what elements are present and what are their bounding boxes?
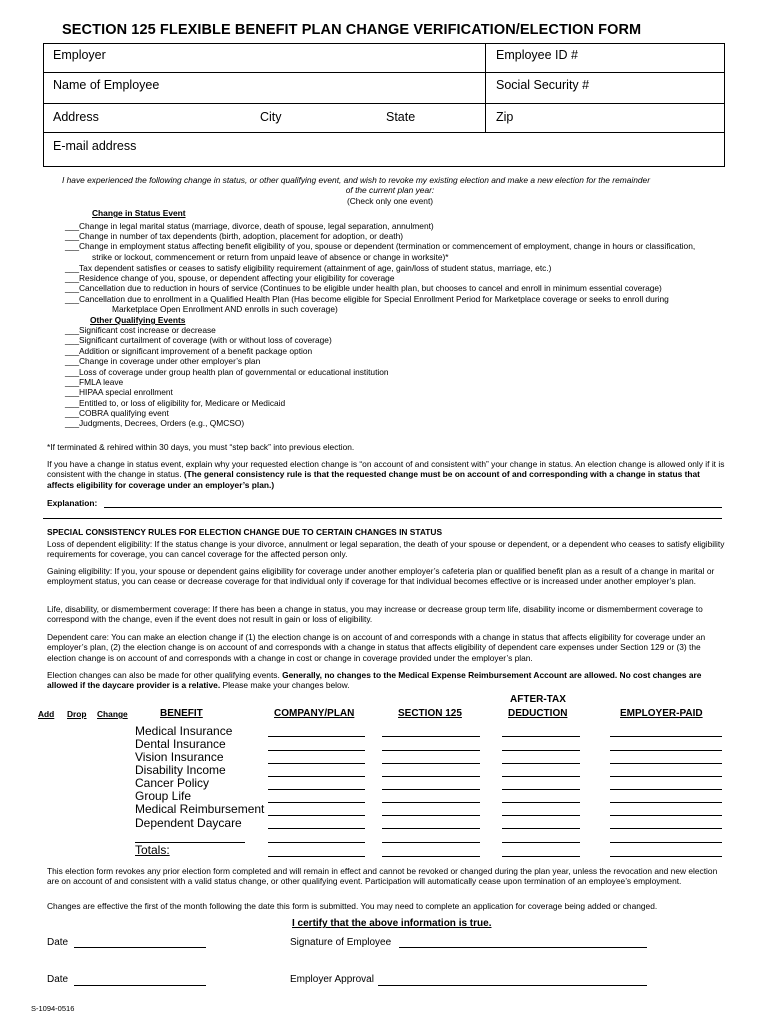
- date-input-2[interactable]: [74, 985, 206, 986]
- employee-info-box: [43, 43, 725, 167]
- election-paragraph: Election changes can also be made for other qualifying events. Generally, no changes to the Medical Expense Reimbursement Account are allowed. No cost changes are allowed if the daycare provider is a relative. Please make your changes below.: [47, 670, 702, 691]
- company-plan-entry-line[interactable]: [268, 802, 365, 803]
- zip-field[interactable]: Zip: [496, 110, 514, 124]
- employer-paid-entry-line[interactable]: [610, 776, 722, 777]
- employer-approval-label: Employer Approval: [290, 974, 374, 985]
- explanation-line[interactable]: [104, 507, 722, 508]
- employer-paid-entry-line[interactable]: [610, 750, 722, 751]
- status-change-paragraph: If you have a change in status event, explain why your requested election change is “on account of and consistent with” your change in status. An election change is allowed only if it is consistent with the change in status. (The general consistency rule is that the requested change must be on account of and corresponding with a change in status that affects eligibility for coverage under an employer’s plan.): [47, 459, 725, 490]
- aftertax-entry-line[interactable]: [502, 763, 580, 764]
- intro-line-3: (Check only one event): [346, 196, 434, 206]
- aftertax-entry-line[interactable]: [502, 776, 580, 777]
- intro-line-2: of the current plan year:: [345, 185, 435, 195]
- company-plan-entry-line[interactable]: [268, 815, 365, 816]
- benefit-dental: Dental Insurance: [135, 737, 226, 751]
- company-plan-entry-line[interactable]: [268, 763, 365, 764]
- page-title: SECTION 125 FLEXIBLE BENEFIT PLAN CHANGE VERIFICATION/ELECTION FORM: [62, 22, 642, 38]
- other-event-addition[interactable]: ___Addition or significant improvement of a benefit package option: [65, 346, 313, 356]
- benefit-medical: Medical Insurance: [135, 724, 233, 738]
- section-125-entry-line[interactable]: [382, 815, 480, 816]
- benefit-group-life: Group Life: [135, 789, 192, 803]
- terminated-note: *If terminated & rehired within 30 days, you must “step back” into previous election.: [47, 442, 355, 452]
- other-event-loss-coverage[interactable]: ___Loss of coverage under group health plan of governmental or educational institution: [65, 367, 389, 377]
- date-input-1[interactable]: [74, 947, 206, 948]
- col-company-plan: COMPANY/PLAN: [274, 708, 355, 719]
- other-event-other-employer[interactable]: ___Change in coverage under other employer’s plan: [65, 356, 261, 366]
- company-plan-totals-line[interactable]: [268, 856, 365, 857]
- employer-paid-entry-line[interactable]: [610, 736, 722, 737]
- employer-approval-input[interactable]: [378, 985, 647, 986]
- col-aftertax-top: AFTER-TAX: [510, 694, 566, 705]
- col-benefit: BENEFIT: [160, 708, 203, 719]
- company-plan-entry-line[interactable]: [268, 842, 365, 843]
- employee-id-field[interactable]: Employee ID #: [496, 48, 578, 62]
- employer-paid-entry-line[interactable]: [610, 802, 722, 803]
- col-aftertax-deduction: DEDUCTION: [508, 708, 568, 719]
- section-125-entry-line[interactable]: [382, 736, 480, 737]
- certify-statement: I certify that the above information is true.: [292, 918, 492, 929]
- city-field[interactable]: City: [260, 110, 282, 124]
- explanation-line-2[interactable]: [43, 518, 722, 519]
- section-125-entry-line[interactable]: [382, 776, 480, 777]
- section-125-entry-line[interactable]: [382, 763, 480, 764]
- email-field[interactable]: E-mail address: [53, 139, 137, 153]
- benefit-medical-reimbursement: Medical Reimbursement: [135, 802, 265, 816]
- company-plan-entry-line[interactable]: [268, 776, 365, 777]
- employer-field[interactable]: Employer: [53, 48, 106, 62]
- col-employer-paid: EMPLOYER-PAID: [620, 708, 703, 719]
- benefit-vision: Vision Insurance: [135, 750, 224, 764]
- employer-paid-entry-line[interactable]: [610, 842, 722, 843]
- company-plan-entry-line[interactable]: [268, 828, 365, 829]
- other-event-cost[interactable]: ___Significant cost increase or decrease: [65, 325, 216, 335]
- ssn-field[interactable]: Social Security #: [496, 78, 590, 92]
- company-plan-entry-line[interactable]: [268, 736, 365, 737]
- rule-loss-eligibility: Loss of dependent eligibility: If the status change is your divorce, annulment or legal separation, the death of your spouse or dependent, or a dependent who ceases to satisfy eligibility requirements for coverage, you can cancel coverage for the affected person only.: [47, 539, 725, 560]
- employee-name-field[interactable]: Name of Employee: [53, 78, 160, 92]
- benefit-dependent-daycare: Dependent Daycare: [135, 816, 242, 830]
- effective-paragraph: Changes are effective the first of the month following the date this form is submitted. You may need to complete an application for coverage being added or changed.: [47, 901, 658, 911]
- section-125-totals-line[interactable]: [382, 856, 480, 857]
- col-section-125: SECTION 125: [398, 708, 462, 719]
- company-plan-entry-line[interactable]: [268, 750, 365, 751]
- status-event-qhp-cont: Marketplace Open Enrollment AND enrolls in such coverage): [112, 304, 338, 314]
- section-125-entry-line[interactable]: [382, 802, 480, 803]
- aftertax-entry-line[interactable]: [502, 842, 580, 843]
- col-change: Change: [97, 709, 128, 719]
- employer-paid-entry-line[interactable]: [610, 828, 722, 829]
- employer-paid-totals-line[interactable]: [610, 856, 722, 857]
- employee-signature-input[interactable]: [399, 947, 647, 948]
- status-event-employment[interactable]: ___Change in employment status affecting benefit eligibility of you, spouse or dependent (termination or commencement of employment, change in hours or classification,: [65, 241, 696, 251]
- company-plan-entry-line[interactable]: [268, 789, 365, 790]
- section-125-entry-line[interactable]: [382, 842, 480, 843]
- aftertax-entry-line[interactable]: [502, 828, 580, 829]
- col-drop: Drop: [67, 709, 87, 719]
- special-rules-heading: SPECIAL CONSISTENCY RULES FOR ELECTION CHANGE DUE TO CERTAIN CHANGES IN STATUS: [47, 527, 443, 537]
- explanation-label: Explanation:: [47, 498, 98, 508]
- benefit-cancer: Cancer Policy: [135, 776, 210, 790]
- aftertax-entry-line[interactable]: [502, 750, 580, 751]
- section-125-entry-line[interactable]: [382, 750, 480, 751]
- aftertax-entry-line[interactable]: [502, 789, 580, 790]
- other-event-hipaa[interactable]: ___HIPAA special enrollment: [65, 387, 173, 397]
- totals-label: Totals:: [135, 843, 170, 857]
- other-event-judgments[interactable]: ___Judgments, Decrees, Orders (e.g., QMCSO): [65, 418, 245, 428]
- aftertax-entry-line[interactable]: [502, 802, 580, 803]
- aftertax-entry-line[interactable]: [502, 736, 580, 737]
- revoke-paragraph: This election form revokes any prior election form completed and will remain in effect and cannot be revoked or changed during the plan year, unless the revocation and new election are on account of and consistent with a valid status change, or other qualifying event. Participation will automatically cease upon termination of an employee’s employment.: [47, 866, 718, 887]
- status-heading: Change in Status Event: [92, 208, 186, 218]
- form-number: S-1094-0516: [31, 1004, 75, 1013]
- section-125-entry-line[interactable]: [382, 828, 480, 829]
- status-event-residence[interactable]: ___Residence change of you, spouse, or dependent affecting your eligibility for coverage: [65, 273, 395, 283]
- rule-gaining-eligibility: Gaining eligibility: If you, your spouse or dependent gains eligibility for coverage under another employer’s cafeteria plan or qualified benefit plan as a result of a change in marital or employment status, you can cease or decrease coverage for that individual only if coverage for that individual becomes effective or is increased under another employer’s plan.: [47, 566, 715, 587]
- status-event-marital[interactable]: ___Change in legal marital status (marriage, divorce, death of spouse, legal separation, annulment): [65, 221, 434, 231]
- other-event-fmla[interactable]: ___FMLA leave: [65, 377, 124, 387]
- section-125-entry-line[interactable]: [382, 789, 480, 790]
- rule-life-disability: Life, disability, or dismemberment coverage: If there has been a change in status, you may increase or decrease group term life, disability income or dismemberment coverage to correspond with the change, even if the event does not result in gain or loss of eligibility.: [47, 604, 703, 625]
- col-add: Add: [38, 709, 55, 719]
- employer-paid-entry-line[interactable]: [610, 763, 722, 764]
- state-field[interactable]: State: [386, 110, 416, 124]
- intro-line-1: I have experienced the following change in status, or other qualifying event, and wish to revoke my existing election and make a new election for the remainder: [62, 175, 650, 185]
- status-event-employment-cont: strike or lockout, commencement or return from unpaid leave of absence or change in worksite)*: [92, 252, 449, 262]
- address-field[interactable]: Address: [53, 110, 99, 124]
- rule-dependent-care: Dependent care: You can make an election change if (1) the election change is on account of and corresponds with a change in status that affects eligibility for coverage under an employer’s plan, (2) the election change is on account of and corresponds with a change in status that affects eligibility of dependent care expenses under Section 129 or (3) the election change is on account of and corresponds with a change in cost or change in coverage provided under the employer’s plan.: [47, 632, 706, 663]
- other-event-medicare[interactable]: ___Entitled to, or loss of eligibility for, Medicare or Medicaid: [65, 398, 286, 408]
- aftertax-entry-line[interactable]: [502, 815, 580, 816]
- employer-paid-entry-line[interactable]: [610, 789, 722, 790]
- employee-signature-label: Signature of Employee: [290, 937, 392, 948]
- employer-paid-entry-line[interactable]: [610, 815, 722, 816]
- status-event-tax-dependent[interactable]: ___Tax dependent satisfies or ceases to satisfy eligibility requirement (attainment of age, gain/loss of student status, marriage, etc.): [65, 263, 552, 273]
- benefit-disability: Disability Income: [135, 763, 226, 777]
- status-event-dependents[interactable]: ___Change in number of tax dependents (birth, adoption, placement for adoption, or death): [65, 231, 404, 241]
- status-event-reduction-hours[interactable]: ___Cancellation due to reduction in hours of service (Continues to be eligible under health plan, but chooses to cancel and enroll in minimum essential coverage): [65, 283, 662, 293]
- date-label-1: Date: [47, 937, 69, 948]
- date-label-2: Date: [47, 974, 69, 985]
- other-events-heading: Other Qualifying Events: [90, 315, 186, 325]
- aftertax-totals-line[interactable]: [502, 856, 580, 857]
- status-event-qhp[interactable]: ___Cancellation due to enrollment in a Qualified Health Plan (Has become eligible for Special Enrollment Period for Marketplace coverage or seeks to enroll during: [65, 294, 669, 304]
- other-event-cobra[interactable]: ___COBRA qualifying event: [65, 408, 169, 418]
- other-event-curtailment[interactable]: ___Significant curtailment of coverage (with or without loss of coverage): [65, 335, 332, 345]
